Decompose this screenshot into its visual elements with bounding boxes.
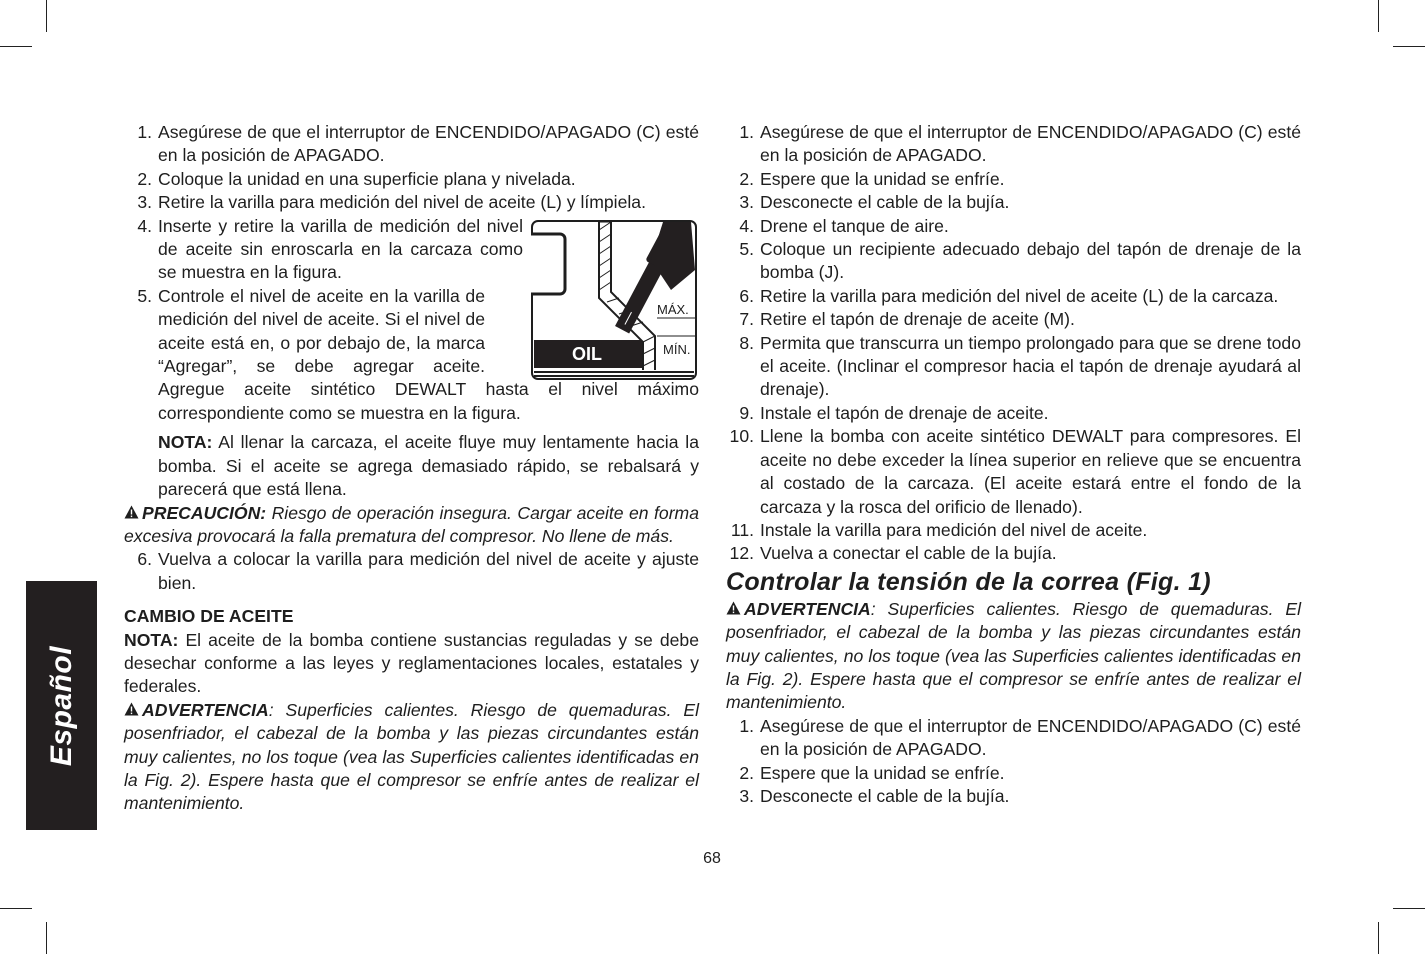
crop-mark [46, 0, 47, 32]
list-text: Retire el tapón de drenaje de aceite (M). [760, 309, 1075, 330]
list-item [124, 191, 699, 214]
oil-change-heading: CAMBIO DE ACEITE [124, 606, 294, 627]
list-number: 5. [137, 285, 152, 306]
list-item [124, 121, 699, 168]
note-paragraph [124, 629, 699, 699]
page-number: 68 [703, 850, 721, 867]
list-item [726, 238, 1301, 285]
warning-text: : Superficies calientes. Riesgo de quemaduras. El posenfriador, el cabezal de la bomba y las piezas circundantes están muy calientes, no los toque (vea las Superficies calientes identificadas en la Fig. 2). Espere hasta que el compresor se enfríe antes de realizar el mantenimiento. [726, 598, 1301, 713]
warning-paragraph [124, 699, 699, 816]
warning-paragraph [726, 598, 1301, 715]
max-label: MÁX. [657, 302, 689, 317]
list-text: Instale la varilla para medición del nivel de aceite. [760, 519, 1148, 540]
note-text: El aceite de la bomba contiene sustancias reguladas y se debe desechar conforme a las leyes y reglamentaciones locales, estatales y federales. [124, 629, 699, 697]
list-item [726, 121, 1301, 168]
list-item [726, 332, 1301, 402]
list-text: Desconecte el cable de la bujía. [760, 785, 1010, 806]
list-text: Asegúrese de que el interruptor de ENCENDIDO/APAGADO (C) esté en la posición de APAGADO. [158, 122, 699, 166]
list-text: Retire la varilla para medición del nivel de aceite (L) y límpiela. [158, 192, 646, 213]
list-text: Drene el tanque de aire. [760, 215, 949, 236]
list-item [726, 308, 1301, 331]
list-text: Permita que transcurra un tiempo prolongado para que se drene todo el aceite. (Inclinar el compresor hacia el tapón de drenaje ayudará al drenaje). [760, 332, 1301, 400]
list-text: Controle el nivel de aceite en la varilla de medición del nivel de aceite. Si el nivel de aceite está en, o por debajo de, la marca “Agregar”, se debe agregar aceite. Agregue aceite sintético DEWALT hasta el nivel máximo correspondiente como se muestra en la figura. [158, 285, 699, 423]
list-number: 1. [739, 122, 754, 142]
oil-dipstick-illustration [531, 220, 697, 380]
list-item [124, 168, 699, 191]
right-column [726, 121, 1301, 808]
list-number: 2. [137, 168, 152, 189]
list-item [726, 215, 1301, 238]
list-text: Llene la bomba con aceite sintético DEWALT para compresores. El aceite no debe exceder la línea superior en relieve que se encuentra al costado de la carcaza. (El aceite estará entre el fondo de la carcaza y la rosca del orificio de llenado). [760, 426, 1301, 517]
list-number: 4. [137, 215, 152, 236]
list-text: Asegúrese de que el interruptor de ENCENDIDO/APAGADO (C) esté en la posición de APAGADO. [760, 122, 1301, 166]
note-text: Al llenar la carcaza, el aceite fluye muy lentamente hacia la bomba. Si el aceite se agrega demasiado rápido, se rebalsará y parecerá que está llena. [158, 432, 699, 500]
list-item [726, 542, 1301, 565]
list-number: 3. [137, 192, 152, 213]
list-item [726, 785, 1301, 808]
crop-mark [0, 46, 32, 47]
list-text: Instale el tapón de drenaje de aceite. [760, 402, 1049, 423]
note-label: NOTA: [158, 432, 213, 453]
list-item [726, 402, 1301, 425]
list-item [726, 285, 1301, 308]
list-number: 3. [739, 192, 754, 213]
warning-text: : Superficies calientes. Riesgo de quemaduras. El posenfriador, el cabezal de la bomba y las piezas circundantes están muy calientes, no los toque (vea las Superficies calientes identificadas en la Fig. 2). Espere hasta que el compresor se enfríe antes de realizar el mantenimiento. [124, 699, 699, 814]
section-heading: Controlar la tensión de la correa (Fig. 1) [726, 567, 1211, 596]
language-tab-label: Español [44, 645, 78, 766]
crop-mark [1393, 46, 1425, 47]
list-number: 10. [729, 426, 754, 447]
list-item [726, 425, 1301, 519]
language-tab [26, 581, 97, 830]
list-item [726, 762, 1301, 785]
list-text: Asegúrese de que el interruptor de ENCENDIDO/APAGADO (C) esté en la posición de APAGADO. [760, 715, 1301, 760]
list-item [124, 548, 699, 595]
list-text: Desconecte el cable de la bujía. [760, 192, 1010, 213]
crop-mark [46, 922, 47, 954]
list-text: Vuelva a colocar la varilla para medición del nivel de aceite y ajuste bien. [158, 549, 699, 593]
warning-triangle-icon [726, 598, 744, 621]
oil-can-icon-box [531, 234, 565, 294]
list-number: 7. [739, 309, 754, 330]
list-text: Espere que la unidad se enfríe. [760, 762, 1005, 783]
list-number: 11. [730, 519, 754, 540]
oil-label: OIL [572, 344, 602, 364]
min-label: MÍN. [663, 342, 691, 357]
list-number: 12. [729, 543, 754, 564]
crop-mark [1378, 0, 1379, 32]
crop-mark [0, 908, 32, 909]
list-text: Coloque la unidad en una superficie plana y nivelada. [158, 168, 576, 189]
warning-triangle-icon [124, 502, 142, 525]
list-item [726, 168, 1301, 191]
crop-mark [1393, 908, 1425, 909]
list-item [726, 519, 1301, 542]
caution-text: Riesgo de operación insegura. Cargar aceite en forma excesiva provocará la falla prematura del compresor. No llene de más. [124, 502, 699, 546]
oil-level-figure [531, 220, 697, 380]
list-number: 6. [739, 285, 754, 306]
list-text: Espere que la unidad se enfríe. [760, 168, 1005, 189]
list-number: 9. [739, 402, 754, 423]
crop-mark [1378, 922, 1379, 954]
note-paragraph [124, 431, 699, 501]
list-number: 5. [739, 239, 754, 260]
list-text: Inserte y retire la varilla de medición del nivel de aceite sin enroscarla en la carcaza como se muestra en la figura. [158, 215, 523, 283]
list-number: 2. [739, 762, 754, 783]
list-item [124, 215, 523, 285]
list-text: Vuelva a conectar el cable de la bujía. [760, 543, 1057, 564]
warning-triangle-icon [124, 699, 142, 722]
list-number: 6. [137, 549, 152, 570]
list-text: Retire la varilla para medición del nivel de aceite (L) de la carcaza. [760, 285, 1279, 306]
list-item [726, 715, 1301, 762]
list-number: 4. [739, 215, 754, 236]
list-number: 1. [739, 715, 754, 736]
list-text: Coloque un recipiente adecuado debajo del tapón de drenaje de la bomba (J). [760, 239, 1301, 283]
list-item [726, 191, 1301, 214]
caution-paragraph [124, 502, 699, 549]
caution-label: PRECAUCIÓN: [142, 502, 267, 523]
list-number: 1. [137, 122, 152, 142]
warning-label: ADVERTENCIA [142, 699, 269, 720]
warning-label: ADVERTENCIA [744, 598, 871, 619]
list-number: 2. [739, 168, 754, 189]
list-number: 8. [739, 332, 754, 353]
note-label: NOTA: [124, 629, 179, 650]
list-number: 3. [739, 785, 754, 806]
